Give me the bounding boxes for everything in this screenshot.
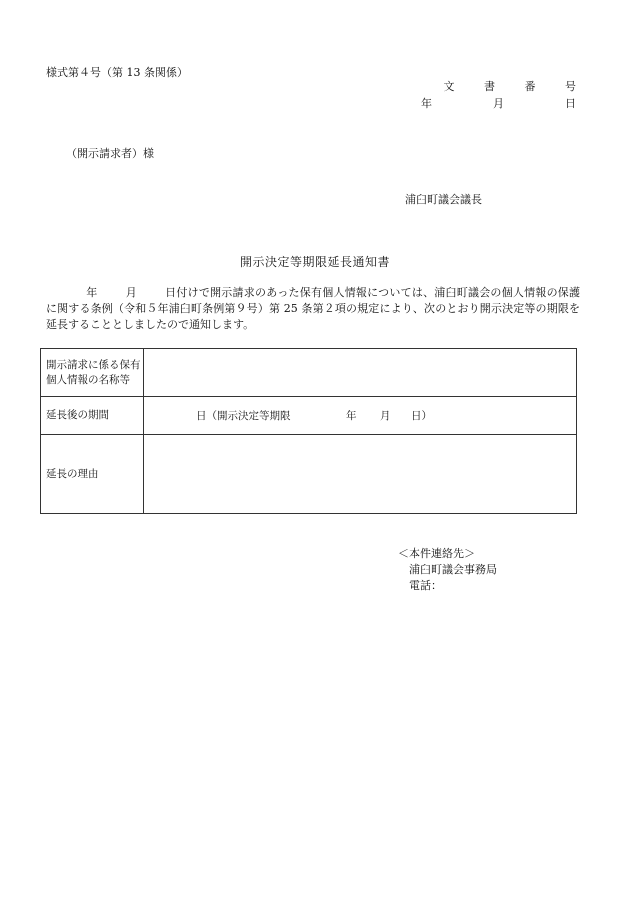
body-year-label: 年 xyxy=(86,286,98,299)
table-row xyxy=(41,349,577,397)
body-text: 日付けで開示請求のあった保有個人情報については、浦臼町議会の個人情報の保護に関する条例（令和５年浦臼町条例第９号）第 25 条第２項の規定により、次のとおり開示決定等の期限を延長することとしましたので通知します。 xyxy=(46,286,581,331)
contact-phone: 電話： xyxy=(409,579,442,592)
table-value-extended-period xyxy=(144,397,577,435)
document-title: 開示決定等期限延長通知書 xyxy=(239,255,390,269)
table-row xyxy=(41,397,577,435)
table-value-info-name xyxy=(144,349,577,397)
table-label-info-name: 開示請求に係る保有個人情報の名称等 xyxy=(41,349,144,397)
table-label-reason: 延長の理由 xyxy=(41,435,144,514)
form-number: 様式第４号（第 13 条関係） xyxy=(46,66,188,79)
contact-heading: ＜本件連絡先＞ xyxy=(398,547,475,560)
table-value-reason xyxy=(144,435,577,514)
recipient-line: （開示請求者）様 xyxy=(66,147,154,160)
table-label-extended-period: 延長後の期間 xyxy=(41,397,144,435)
document-number-label: 文 書 番 号 xyxy=(443,80,589,93)
table-row xyxy=(41,435,577,514)
contact-block xyxy=(398,546,497,594)
body-paragraph xyxy=(46,285,580,333)
document-meta xyxy=(421,78,589,112)
period-day-end-label: 日） xyxy=(411,410,432,422)
info-table xyxy=(40,348,577,514)
body-month-label: 月 xyxy=(125,286,137,299)
period-year-label: 年 xyxy=(346,410,357,422)
sender-line: 浦臼町議会議長 xyxy=(405,193,482,206)
period-month-label: 月 xyxy=(380,410,391,422)
document-date-label: 年 月 日 xyxy=(421,97,589,110)
period-day-label: 日（開示決定等期限 xyxy=(196,410,291,422)
contact-office: 浦臼町議会事務局 xyxy=(409,563,497,576)
